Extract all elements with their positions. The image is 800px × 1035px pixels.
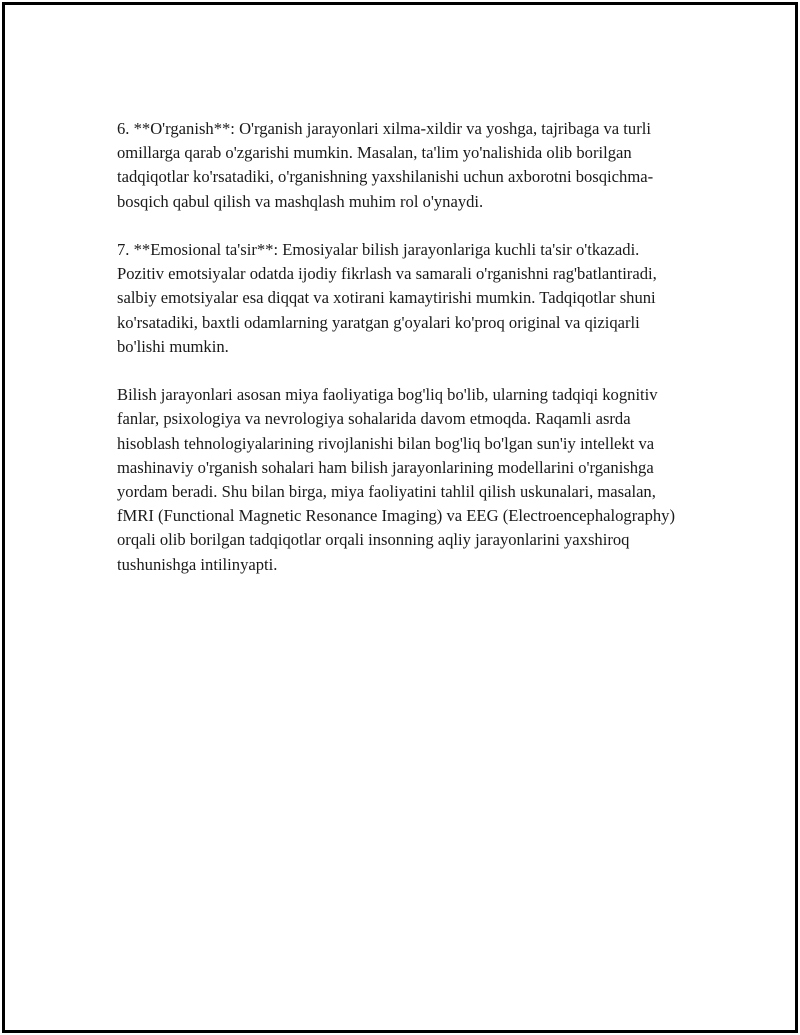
paragraph-learning: 6. **O'rganish**: O'rganish jarayonlari xilma-xildir va yoshga, tajribaga va turli omillarga qarab o'zgarishi mumkin. Masalan, ta'lim yo'nalishida olib borilgan tadqiqotlar ko'rsatadiki, o'rganishning yaxshilanishi uchun axborotni bosqichma-bosqich qabul qilish va mashqlash muhim rol o'ynaydi.	[117, 119, 654, 211]
paragraph-conclusion: Bilish jarayonlari asosan miya faoliyatiga bog'liq bo'lib, ularning tadqiqi kognitiv fanlar, psixologiya va nevrologiya sohalarida davom etmoqda. Raqamli asrda hisoblash tehnologiyalarining rivojlanishi bilan bog'liq bo'lgan sun'iy intellekt va mashinaviy o'rganish sohalari ham bilish jarayonlarining modellarini o'rganishga yordam beradi. Shu bilan birga, miya faoliyatini tahlil qilish uskunalari, masalan, fMRI (Functional Magnetic Resonance Imaging) va EEG (Electroencephalography) orqali olib borilgan tadqiqotlar orqali insonning aqliy jarayonlarini yaxshiroq tushunishga intilinyapti.	[117, 385, 675, 574]
document-body	[117, 117, 687, 601]
paragraph-emotional-impact: 7. **Emosional ta'sir**: Emosiyalar bilish jarayonlariga kuchli ta'sir o'tkazadi. Pozitiv emotsiyalar odatda ijodiy fikrlash va samarali o'rganishni rag'batlantiradi, salbiy emotsiyalar esa diqqat va xotirani kamaytirishi mumkin. Tadqiqotlar shuni ko'rsatadiki, baxtli odamlarning yaratgan g'oyalari ko'proq original va qiziqarli bo'lishi mumkin.	[117, 240, 657, 356]
